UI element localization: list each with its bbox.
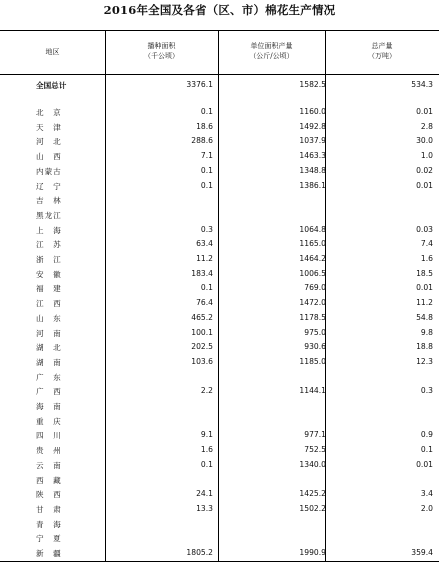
region-name: 河 南 bbox=[36, 328, 62, 338]
table-row bbox=[0, 533, 439, 545]
yield-value: 1178.5 bbox=[299, 312, 326, 322]
table-bottom-rule bbox=[0, 561, 439, 562]
yield-value: 1502.2 bbox=[299, 503, 326, 513]
header-bottom-rule bbox=[0, 74, 439, 75]
region-name: 新 疆 bbox=[36, 549, 62, 558]
table-row bbox=[0, 136, 439, 148]
area-value: 24.1 bbox=[196, 489, 213, 499]
area-value: 0.1 bbox=[200, 165, 213, 175]
region-name: 山 西 bbox=[36, 152, 62, 162]
output-value: 2.0 bbox=[420, 503, 433, 513]
output-value: 0.01 bbox=[416, 107, 433, 116]
region-name: 安 徽 bbox=[36, 269, 62, 279]
output-value: 0.01 bbox=[416, 283, 433, 293]
output-value: 0.01 bbox=[416, 180, 433, 190]
yield-value: 1340.0 bbox=[299, 459, 326, 469]
table-row bbox=[0, 195, 439, 207]
yield-value: 930.6 bbox=[304, 342, 326, 352]
table-row bbox=[0, 283, 439, 295]
region-name: 浙 江 bbox=[36, 255, 62, 264]
table-row bbox=[0, 298, 439, 310]
table-row bbox=[0, 225, 439, 237]
yield-value: 1144.1 bbox=[299, 386, 326, 396]
table-row-total bbox=[0, 80, 439, 92]
region-name: 天 津 bbox=[36, 122, 62, 132]
table-row bbox=[0, 416, 439, 428]
output-value: 0.9 bbox=[420, 430, 433, 440]
table-row bbox=[0, 151, 439, 163]
region-name: 黑龙江 bbox=[36, 210, 62, 220]
area-value: 183.4 bbox=[191, 268, 213, 278]
table-row bbox=[0, 357, 439, 369]
area-value: 100.1 bbox=[191, 327, 213, 337]
area-value: 2.2 bbox=[200, 386, 213, 396]
header-output bbox=[325, 41, 439, 61]
region-name: 江 西 bbox=[36, 299, 62, 309]
output-value: 3.4 bbox=[420, 489, 433, 499]
area-value: 11.2 bbox=[196, 254, 213, 263]
table-row bbox=[0, 239, 439, 251]
area-value: 9.1 bbox=[200, 430, 213, 440]
yield-value: 1165.0 bbox=[299, 239, 326, 249]
table-row bbox=[0, 107, 439, 119]
header-yield bbox=[218, 41, 325, 61]
area-value: 465.2 bbox=[191, 312, 213, 322]
region-name: 湖 北 bbox=[36, 343, 62, 353]
region-name: 海 南 bbox=[36, 402, 62, 411]
table-row bbox=[0, 519, 439, 531]
region-name: 内蒙古 bbox=[36, 166, 62, 176]
output-value: 1.6 bbox=[420, 254, 433, 263]
output-value: 359.4 bbox=[411, 548, 433, 557]
yield-value: 1425.2 bbox=[299, 489, 326, 499]
region-name: 上 海 bbox=[36, 225, 62, 235]
area-value: 0.3 bbox=[200, 224, 213, 234]
region-name: 江 苏 bbox=[36, 240, 62, 250]
output-value: 0.1 bbox=[420, 445, 433, 455]
table-row bbox=[0, 122, 439, 134]
area-value: 0.1 bbox=[200, 180, 213, 190]
output-value: 0.02 bbox=[416, 165, 433, 175]
table-row bbox=[0, 430, 439, 442]
area-value: 1805.2 bbox=[186, 548, 213, 557]
yield-value: 1064.8 bbox=[299, 224, 326, 234]
table-row bbox=[0, 401, 439, 413]
yield-value: 1492.8 bbox=[299, 121, 326, 131]
header-area bbox=[105, 41, 218, 61]
table-row bbox=[0, 386, 439, 398]
header-output-label: 总产量 bbox=[371, 42, 393, 50]
region-name: 甘 肃 bbox=[36, 504, 62, 514]
yield-value: 977.1 bbox=[304, 430, 326, 440]
yield-value: 1348.8 bbox=[299, 165, 326, 175]
region-name: 西 藏 bbox=[36, 475, 62, 485]
output-value: 30.0 bbox=[416, 136, 433, 146]
area-value: 202.5 bbox=[191, 342, 213, 352]
region-name: 云 南 bbox=[36, 460, 62, 470]
area-value: 0.1 bbox=[200, 459, 213, 469]
output-value: 0.3 bbox=[420, 386, 433, 396]
page-title: 2016年全国及各省（区、市）棉花生产情况 bbox=[103, 3, 336, 17]
header-area-unit: （千公顷） bbox=[144, 52, 179, 60]
header-region: 地区 bbox=[45, 48, 60, 56]
table-row bbox=[0, 445, 439, 457]
yield-value: 1037.9 bbox=[299, 136, 326, 146]
yield-value: 1160.0 bbox=[299, 107, 326, 116]
header-area-label: 播种面积 bbox=[147, 42, 176, 50]
yield-value: 769.0 bbox=[304, 283, 326, 293]
table-top-rule bbox=[0, 30, 439, 31]
yield-value: 752.5 bbox=[304, 445, 326, 455]
table-row bbox=[0, 342, 439, 354]
output-value: 18.8 bbox=[416, 342, 433, 352]
table-row bbox=[0, 181, 439, 193]
yield-value: 1582.5 bbox=[299, 80, 326, 89]
output-value: 54.8 bbox=[416, 312, 433, 322]
table-row bbox=[0, 460, 439, 472]
area-value: 76.4 bbox=[196, 298, 213, 308]
area-value: 0.1 bbox=[200, 107, 213, 116]
yield-value: 1386.1 bbox=[299, 180, 326, 190]
yield-value: 1463.3 bbox=[299, 151, 326, 161]
area-value: 63.4 bbox=[196, 239, 213, 249]
region-name: 全国总计 bbox=[36, 81, 67, 90]
region-name: 山 东 bbox=[36, 313, 62, 323]
output-value: 534.3 bbox=[411, 80, 433, 89]
area-value: 103.6 bbox=[191, 356, 213, 366]
output-value: 9.8 bbox=[420, 327, 433, 337]
table-row bbox=[0, 313, 439, 325]
output-value: 7.4 bbox=[420, 239, 433, 249]
area-value: 7.1 bbox=[200, 151, 213, 161]
region-name: 贵 州 bbox=[36, 446, 62, 456]
region-name: 宁 夏 bbox=[36, 534, 62, 544]
table-row bbox=[0, 254, 439, 266]
header-yield-label: 单位面积产量 bbox=[250, 42, 293, 50]
region-name: 四 川 bbox=[36, 431, 62, 441]
output-value: 2.8 bbox=[420, 121, 433, 131]
table-row bbox=[0, 548, 439, 560]
region-name: 吉 林 bbox=[36, 196, 62, 206]
yield-value: 1185.0 bbox=[299, 356, 326, 366]
region-name: 北 京 bbox=[36, 108, 62, 117]
region-name: 广 东 bbox=[36, 372, 62, 382]
table-row bbox=[0, 372, 439, 384]
output-value: 0.03 bbox=[416, 224, 433, 234]
header-output-unit: （万吨） bbox=[368, 52, 396, 60]
region-name: 陕 西 bbox=[36, 490, 62, 500]
area-value: 3376.1 bbox=[186, 80, 213, 89]
table-row bbox=[0, 269, 439, 281]
table-row bbox=[0, 504, 439, 516]
table-row bbox=[0, 210, 439, 222]
region-name: 重 庆 bbox=[36, 416, 62, 426]
output-value: 0.01 bbox=[416, 459, 433, 469]
yield-value: 1990.9 bbox=[299, 548, 326, 557]
region-name: 河 北 bbox=[36, 137, 62, 147]
output-value: 12.3 bbox=[416, 356, 433, 366]
area-value: 288.6 bbox=[191, 136, 213, 146]
yield-value: 1464.2 bbox=[299, 254, 326, 263]
region-name: 湖 南 bbox=[36, 357, 62, 367]
area-value: 0.1 bbox=[200, 283, 213, 293]
area-value: 1.6 bbox=[200, 445, 213, 455]
area-value: 18.6 bbox=[196, 121, 213, 131]
area-value: 13.3 bbox=[196, 503, 213, 513]
region-name: 福 建 bbox=[36, 284, 62, 294]
region-name: 辽 宁 bbox=[36, 181, 62, 191]
table-row bbox=[0, 475, 439, 487]
table-row bbox=[0, 166, 439, 178]
output-value: 18.5 bbox=[416, 268, 433, 278]
region-name: 广 西 bbox=[36, 387, 62, 397]
output-value: 1.0 bbox=[420, 151, 433, 161]
table-row bbox=[0, 489, 439, 501]
output-value: 11.2 bbox=[416, 298, 433, 308]
yield-value: 1006.5 bbox=[299, 268, 326, 278]
table-row bbox=[0, 328, 439, 340]
yield-value: 975.0 bbox=[304, 327, 326, 337]
region-name: 青 海 bbox=[36, 519, 62, 529]
yield-value: 1472.0 bbox=[299, 298, 326, 308]
header-yield-unit: （公斤/公顷） bbox=[249, 52, 294, 60]
